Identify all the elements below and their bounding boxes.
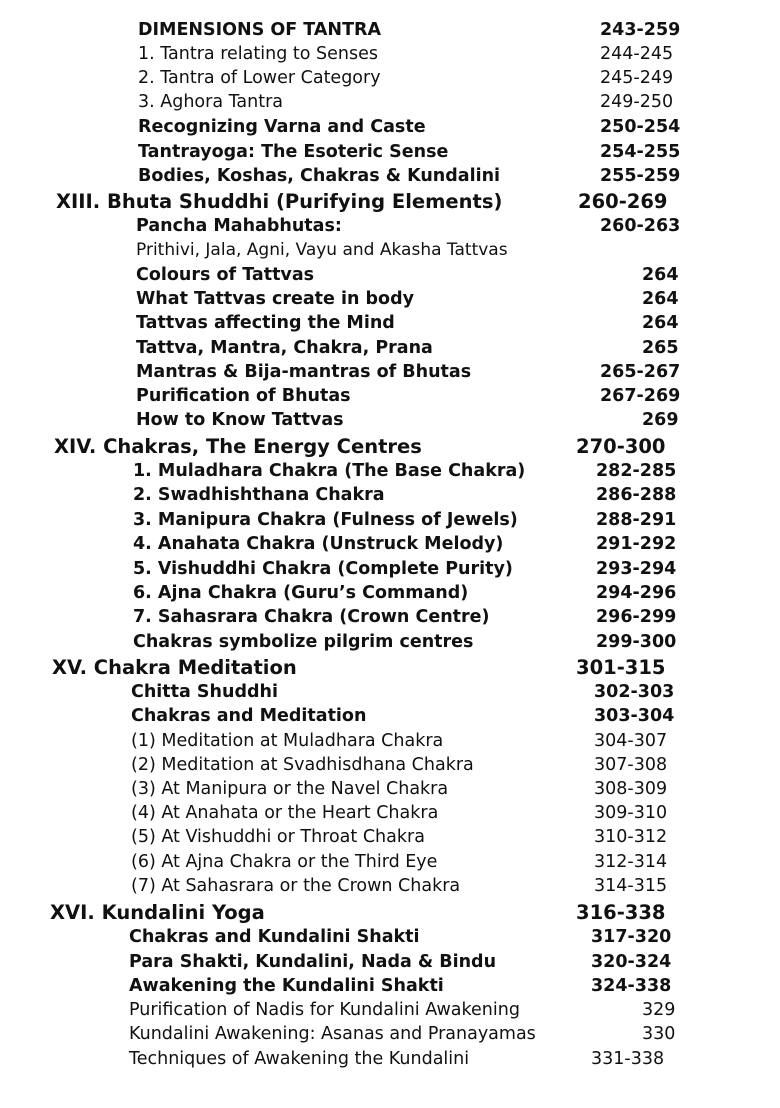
toc-entry-title: Kundalini Awakening: Asanas and Pranayamas xyxy=(129,1024,536,1044)
toc-page-range: 304-307 xyxy=(594,731,668,751)
toc-entry-title: (2) Meditation at Svadhisdhana Chakra xyxy=(131,755,474,775)
toc-page-range: 330 xyxy=(642,1024,676,1044)
toc-entry xyxy=(0,630,780,654)
toc-page-range: 301-315 xyxy=(576,655,666,679)
toc-page-range: 294-296 xyxy=(596,583,677,603)
toc-entry-title: Prithivi, Jala, Agni, Vayu and Akasha Tattvas xyxy=(136,240,508,260)
toc-page-range: 265 xyxy=(642,338,679,358)
toc-entry xyxy=(0,384,780,408)
toc-chapter-heading xyxy=(0,189,780,213)
toc-page-range: 264 xyxy=(642,289,679,309)
toc-page-range: 316-338 xyxy=(576,900,666,924)
toc-entry-title: (1) Meditation at Muladhara Chakra xyxy=(131,731,444,751)
toc-entry xyxy=(0,729,780,753)
toc-page-range: 302-303 xyxy=(594,682,675,702)
toc-entry-title: Chitta Shuddhi xyxy=(131,682,278,702)
toc-page-range: 329 xyxy=(642,1000,676,1020)
toc-page-range: 320-324 xyxy=(591,952,672,972)
toc-entry xyxy=(0,825,780,849)
toc-page-range: 250-254 xyxy=(600,117,681,137)
toc-page-range: 308-309 xyxy=(594,779,668,799)
toc-entry-title: Chakras and Meditation xyxy=(131,706,367,726)
toc-entry-title: 1. Tantra relating to Senses xyxy=(138,44,378,64)
toc-entry-title: 2. Swadhishthana Chakra xyxy=(133,485,385,505)
toc-entry-title: Chakras and Kundalini Shakti xyxy=(129,927,420,947)
toc-entry-title: Pancha Mahabhutas: xyxy=(136,216,342,236)
toc-entry-title: XIII. Bhuta Shuddhi (Purifying Elements) xyxy=(56,189,503,213)
toc-page-range: 282-285 xyxy=(596,461,677,481)
toc-entry-title: DIMENSIONS OF TANTRA xyxy=(138,20,382,40)
toc-entry xyxy=(0,287,780,311)
toc-entry xyxy=(0,850,780,874)
toc-entry xyxy=(0,925,780,949)
toc-entry xyxy=(0,581,780,605)
toc-page-range: 244-245 xyxy=(600,44,674,64)
toc-page-range: 303-304 xyxy=(594,706,675,726)
toc-entry-title: How to Know Tattvas xyxy=(136,410,344,430)
toc-entry xyxy=(0,680,780,704)
toc-entry xyxy=(0,18,780,42)
toc-page-range: 309-310 xyxy=(594,803,668,823)
toc-page-range: 324-338 xyxy=(591,976,672,996)
toc-entry xyxy=(0,336,780,360)
toc-entry xyxy=(0,950,780,974)
toc-entry xyxy=(0,90,780,114)
toc-entry-title: XVI. Kundalini Yoga xyxy=(50,900,265,924)
toc-entry xyxy=(0,311,780,335)
toc-entry xyxy=(0,140,780,164)
toc-chapter-heading xyxy=(0,900,780,924)
toc-entry-title: (4) At Anahata or the Heart Chakra xyxy=(131,803,439,823)
toc-page-range: 254-255 xyxy=(600,142,681,162)
toc-entry-title: XV. Chakra Meditation xyxy=(52,655,297,679)
toc-entry-title: (6) At Ajna Chakra or the Third Eye xyxy=(131,852,438,872)
toc-entry-title: Para Shakti, Kundalini, Nada & Bindu xyxy=(129,952,497,972)
toc-entry xyxy=(0,605,780,629)
toc-page-range: 264 xyxy=(642,265,679,285)
toc-entry xyxy=(0,238,780,262)
toc-entry-title: 3. Manipura Chakra (Fulness of Jewels) xyxy=(133,510,518,530)
toc-page-range: 245-249 xyxy=(600,68,674,88)
toc-page-range: 267-269 xyxy=(600,386,681,406)
toc-entry xyxy=(0,874,780,898)
toc-entry-title: (7) At Sahasrara or the Crown Chakra xyxy=(131,876,461,896)
toc-entry-title: Awakening the Kundalini Shakti xyxy=(129,976,444,996)
toc-entry-title: What Tattvas create in body xyxy=(136,289,415,309)
toc-page-range: 307-308 xyxy=(594,755,668,775)
toc-page-range: 293-294 xyxy=(596,559,677,579)
toc-entry-title: 5. Vishuddhi Chakra (Complete Purity) xyxy=(133,559,513,579)
toc-page-range: 312-314 xyxy=(594,852,668,872)
toc-page-range: 317-320 xyxy=(591,927,672,947)
toc-entry-title: 4. Anahata Chakra (Unstruck Melody) xyxy=(133,534,504,554)
toc-entry-title: (5) At Vishuddhi or Throat Chakra xyxy=(131,827,425,847)
toc-entry xyxy=(0,459,780,483)
toc-page-range: 314-315 xyxy=(594,876,668,896)
toc-page-range: 291-292 xyxy=(596,534,677,554)
toc-entry-title: (3) At Manipura or the Navel Chakra xyxy=(131,779,449,799)
toc-entry-title: Tattva, Mantra, Chakra, Prana xyxy=(136,338,433,358)
toc-entry-title: Mantras & Bija-mantras of Bhutas xyxy=(136,362,472,382)
toc-page-range: 296-299 xyxy=(596,607,677,627)
toc-page-range: 299-300 xyxy=(596,632,677,652)
toc-entry-title: Purification of Nadis for Kundalini Awakening xyxy=(129,1000,520,1020)
toc-entry xyxy=(0,42,780,66)
toc-entry-title: 7. Sahasrara Chakra (Crown Centre) xyxy=(133,607,490,627)
toc-page-range: 288-291 xyxy=(596,510,677,530)
toc-page-range: 286-288 xyxy=(596,485,677,505)
toc-page-range: 260-269 xyxy=(578,189,668,213)
toc-entry xyxy=(0,508,780,532)
toc-entry xyxy=(0,164,780,188)
toc-entry xyxy=(0,801,780,825)
toc-entry-title: Bodies, Koshas, Chakras & Kundalini xyxy=(138,166,501,186)
toc-entry-title: Tantrayoga: The Esoteric Sense xyxy=(138,142,449,162)
toc-entry xyxy=(0,115,780,139)
toc-entry xyxy=(0,974,780,998)
toc-page-range: 310-312 xyxy=(594,827,668,847)
toc-entry xyxy=(0,1022,780,1046)
toc-entry-title: 1. Muladhara Chakra (The Base Chakra) xyxy=(133,461,526,481)
toc-entry-title: Tattvas affecting the Mind xyxy=(136,313,395,333)
toc-entry-title: Purification of Bhutas xyxy=(136,386,351,406)
toc-page-range: 249-250 xyxy=(600,92,674,112)
toc-entry-title: 3. Aghora Tantra xyxy=(138,92,284,112)
toc-entry xyxy=(0,263,780,287)
toc-page-range: 243-259 xyxy=(600,20,681,40)
toc-entry-title: Chakras symbolize pilgrim centres xyxy=(133,632,474,652)
toc-entry xyxy=(0,408,780,432)
toc-entry xyxy=(0,777,780,801)
toc-entry xyxy=(0,704,780,728)
toc-page-range: 269 xyxy=(642,410,679,430)
toc-entry-title: 2. Tantra of Lower Category xyxy=(138,68,381,88)
toc-entry xyxy=(0,483,780,507)
toc-entry xyxy=(0,998,780,1022)
toc-entry xyxy=(0,557,780,581)
toc-entry-title: Techniques of Awakening the Kundalini xyxy=(129,1049,470,1069)
toc-entry-title: 6. Ajna Chakra (Guru’s Command) xyxy=(133,583,469,603)
toc-entry xyxy=(0,753,780,777)
toc-entry xyxy=(0,360,780,384)
toc-page-range: 331-338 xyxy=(591,1049,665,1069)
toc-chapter-heading xyxy=(0,655,780,679)
toc-entry xyxy=(0,214,780,238)
toc-chapter-heading xyxy=(0,434,780,458)
toc-entry-title: Recognizing Varna and Caste xyxy=(138,117,426,137)
toc-entry-title: XIV. Chakras, The Energy Centres xyxy=(54,434,422,458)
toc-page-range: 264 xyxy=(642,313,679,333)
toc-entry xyxy=(0,66,780,90)
toc-page-range: 260-263 xyxy=(600,216,681,236)
toc-page-range: 270-300 xyxy=(576,434,666,458)
toc-entry-title: Colours of Tattvas xyxy=(136,265,315,285)
toc-page-range: 255-259 xyxy=(600,166,681,186)
toc-page-range: 265-267 xyxy=(600,362,681,382)
toc-entry xyxy=(0,1047,780,1071)
toc-entry xyxy=(0,532,780,556)
